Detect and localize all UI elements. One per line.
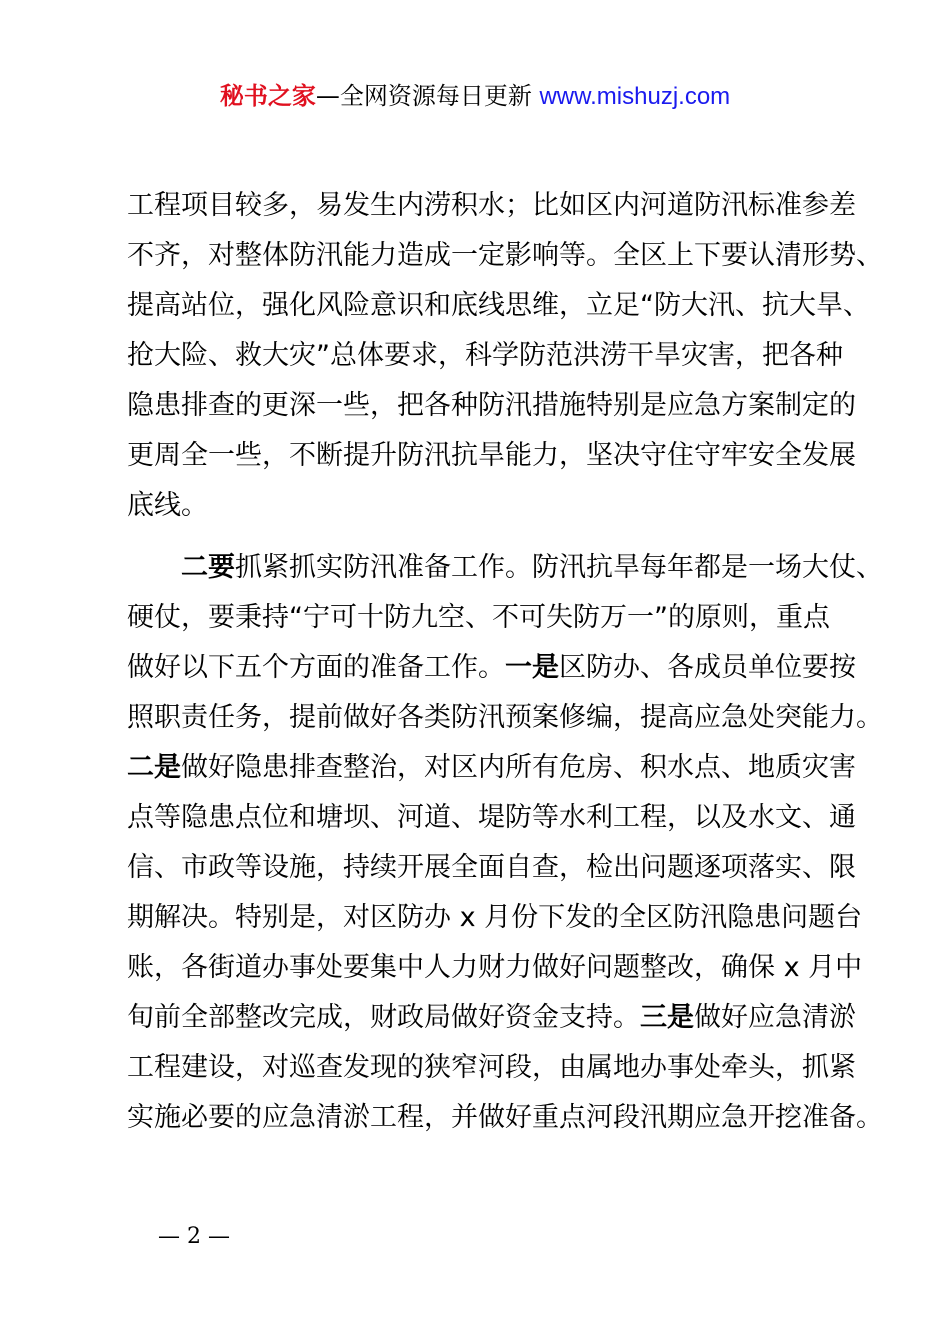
site-tagline: —全网资源每日更新: [315, 82, 540, 110]
text-line: 期解决。特别是，对区防办 x 月份下发的全区防汛隐患问题台: [127, 902, 863, 933]
text-line: 抢大险、救大灾”总体要求，科学防范洪涝干旱灾害，把各种: [127, 340, 843, 371]
text-line: 不齐，对整体防汛能力造成一定影响等。全区上下要认清形势、: [127, 240, 883, 271]
text-line: 账，各街道办事处要集中人力财力做好问题整改，确保 x 月中: [127, 952, 863, 983]
text-line: 点等隐患点位和塘坝、河道、堤防等水利工程，以及水文、通: [127, 802, 856, 833]
text-run: 区防办、各成员单位要按: [559, 652, 856, 683]
text-run: 做好应急清淤: [694, 1002, 856, 1033]
text-line: 更周全一些，不断提升防汛抗旱能力，坚决守住守牢安全发展: [127, 440, 856, 471]
site-url-link[interactable]: www.mishuzj.com: [539, 83, 731, 110]
paragraph-1: [127, 181, 883, 531]
text-run: 做好以下五个方面的准备工作。: [127, 652, 505, 683]
text-line: 照职责任务，提前做好各类防汛预案修编，提高应急处突能力。: [127, 702, 883, 733]
item-marker-bold: 三是: [640, 1002, 694, 1033]
text-line: 提高站位，强化风险意识和底线思维，立足“防大汛、抗大旱、: [127, 290, 870, 321]
document-body: [127, 181, 883, 1143]
text-line: 底线。: [127, 490, 208, 521]
item-marker-bold: 二是: [127, 752, 181, 783]
page-number: — 2 —: [158, 1224, 230, 1249]
site-brand: 秘书之家: [219, 82, 316, 110]
paragraph-2: [127, 543, 883, 1143]
text-line: 信、市政等设施，持续开展全面自查，检出问题逐项落实、限: [127, 852, 856, 883]
text-run: 旬前全部整改完成，财政局做好资金支持。: [127, 1002, 640, 1033]
text-line: 隐患排查的更深一些，把各种防汛措施特别是应急方案制定的: [127, 390, 856, 421]
text-line: 工程建设，对巡查发现的狭窄河段，由属地办事处牵头，抓紧: [127, 1052, 856, 1083]
text-line: [127, 993, 856, 1043]
text-line: 实施必要的应急清淤工程，并做好重点河段汛期应急开挖准备。: [127, 1102, 883, 1133]
text-line: 工程项目较多，易发生内涝积水；比如区内河道防汛标准参差: [127, 190, 856, 221]
text-run: 做好隐患排查整治，对区内所有危房、积水点、地质灾害: [181, 752, 856, 783]
site-header: [0, 80, 950, 113]
text-line: [127, 743, 856, 793]
text-line: [127, 643, 856, 693]
text-run: 抓紧抓实防汛准备工作。防汛抗旱每年都是一场大仗、: [235, 552, 883, 583]
text-line: [127, 543, 883, 593]
section-marker-bold: 二要: [181, 552, 235, 583]
text-line: 硬仗，要秉持“宁可十防九空、不可失防万一”的原则，重点: [127, 602, 830, 633]
item-marker-bold: 一是: [505, 652, 559, 683]
